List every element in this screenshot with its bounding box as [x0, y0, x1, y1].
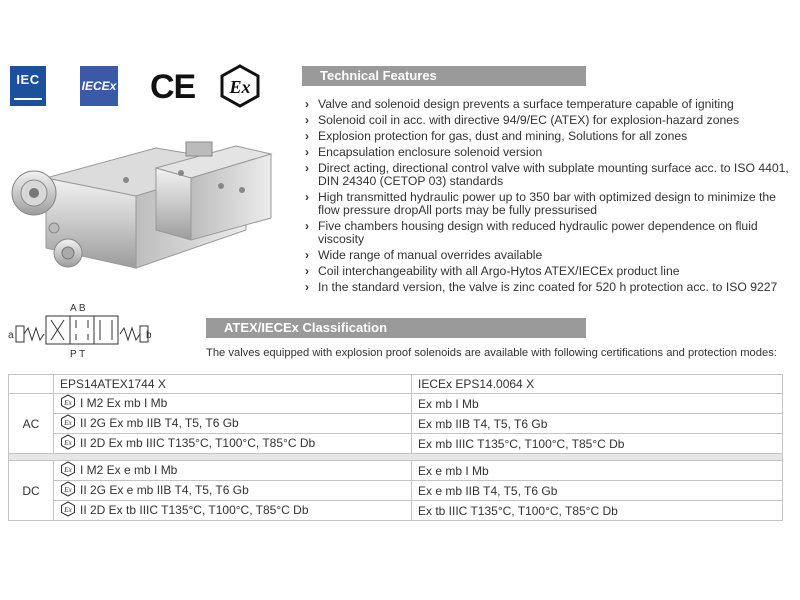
feature-item: › In the standard version, the valve is zinc coated for 520 h protection acc. to ISO 9227 — [305, 280, 778, 294]
chevron-right-icon: › — [305, 161, 309, 175]
feature-item: › Explosion protection for gas, dust and mining, Solutions for all zones — [305, 129, 688, 143]
feature-item: › High transmitted hydraulic power up to 350 bar with optimized design to minimize the flow pressure dropAll ports may be fully pressurised — [305, 190, 776, 217]
feature-item: › Direct acting, directional control valve with subplate mounting surface acc. to ISO 4401, DIN 24340 (CETOP 03) standards — [305, 161, 789, 188]
feature-item: › Coil interchangeability with all Argo-Hytos ATEX/IECEx product line — [305, 264, 680, 278]
svg-text:Ex: Ex — [64, 486, 72, 494]
table-row — [9, 461, 783, 481]
table-row — [9, 481, 783, 501]
iecex-cell: Ex e mb I Mb — [412, 461, 783, 481]
group-separator — [9, 454, 783, 461]
symbol-bottom-ports: P T — [70, 349, 86, 360]
iecex-cell: Ex e mb IIB T4, T5, T6 Gb — [412, 481, 783, 501]
chevron-right-icon: › — [305, 145, 309, 159]
hydraulic-symbol — [6, 300, 176, 360]
symbol-right-label: b — [146, 330, 152, 341]
classification-intro: The valves equipped with explosion proof solenoids are available with following certifications and protection modes: — [206, 347, 777, 359]
chevron-right-icon: › — [305, 190, 309, 204]
iecex-logo: IECEx — [80, 66, 118, 106]
ex-icon — [60, 434, 76, 453]
feature-item: › Valve and solenoid design prevents a surface temperature capable of igniting — [305, 97, 734, 111]
atex-cell: Ex II 2G Ex e mb IIB T4, T5, T6 Gb — [54, 481, 412, 501]
chevron-right-icon: › — [305, 113, 309, 127]
iecex-cell: Ex mb IIB T4, T5, T6 Gb — [412, 414, 783, 434]
chevron-right-icon: › — [305, 97, 309, 111]
svg-text:Ex: Ex — [64, 399, 72, 407]
ex-icon — [60, 501, 76, 520]
ex-icon — [60, 481, 76, 500]
iec-logo: IEC — [10, 66, 46, 106]
table-header-row — [9, 375, 783, 394]
technical-features-list — [302, 98, 792, 297]
table-corner-cell — [9, 375, 54, 394]
atex-cell: Ex II 2G Ex mb IIB T4, T5, T6 Gb — [54, 414, 412, 434]
ex-logo-text: Ex — [229, 77, 251, 97]
ex-icon — [60, 394, 76, 413]
chevron-right-icon: › — [305, 264, 309, 278]
atex-cell: Ex I M2 Ex mb I Mb — [54, 394, 412, 414]
feature-item: › Encapsulation enclosure solenoid version — [305, 145, 543, 159]
ex-hexagon-logo — [218, 64, 262, 113]
atex-certificate-header: EPS14ATEX1744 X — [54, 375, 412, 394]
chevron-right-icon: › — [305, 219, 309, 233]
table-row — [9, 501, 783, 521]
atex-cell: Ex I M2 Ex e mb I Mb — [54, 461, 412, 481]
ce-mark-logo: CE — [150, 68, 196, 106]
group-label-dc: DC — [9, 461, 54, 521]
ex-icon — [60, 414, 76, 433]
iecex-cell: Ex tb IIIC T135°C, T100°C, T85°C Db — [412, 501, 783, 521]
classification-table — [8, 374, 783, 521]
group-label-ac: AC — [9, 394, 54, 454]
chevron-right-icon: › — [305, 248, 309, 262]
svg-text:Ex: Ex — [64, 419, 72, 427]
table-row — [9, 414, 783, 434]
iecex-cell: Ex mb I Mb — [412, 394, 783, 414]
svg-text:Ex: Ex — [64, 439, 72, 447]
chevron-right-icon: › — [305, 280, 309, 294]
iecex-cell: Ex mb IIIC T135°C, T100°C, T85°C Db — [412, 434, 783, 454]
chevron-right-icon: › — [305, 129, 309, 143]
atex-cell: Ex II 2D Ex tb IIIC T135°C, T100°C, T85°C Db — [54, 501, 412, 521]
technical-features-header: Technical Features — [302, 66, 586, 86]
table-row — [9, 394, 783, 414]
feature-item: › Five chambers housing design with reduced hydraulic power dependence on fluid viscosity — [305, 219, 758, 246]
classification-header: ATEX/IECEx Classification — [206, 318, 586, 338]
certification-logos — [10, 66, 280, 110]
iecex-certificate-header: IECEx EPS14.0064 X — [412, 375, 783, 394]
symbol-left-label: a — [8, 330, 14, 341]
svg-text:Ex: Ex — [64, 506, 72, 514]
atex-cell: Ex II 2D Ex mb IIIC T135°C, T100°C, T85°C Db — [54, 434, 412, 454]
valve-product-image — [6, 118, 296, 293]
table-row — [9, 434, 783, 454]
feature-item: › Solenoid coil in acc. with directive 94/9/EC (ATEX) for explosion-hazard zones — [305, 113, 740, 127]
symbol-top-ports: A B — [70, 303, 86, 314]
ex-icon — [60, 461, 76, 480]
svg-text:Ex: Ex — [64, 466, 72, 474]
feature-item: › Wide range of manual overrides available — [305, 248, 543, 262]
